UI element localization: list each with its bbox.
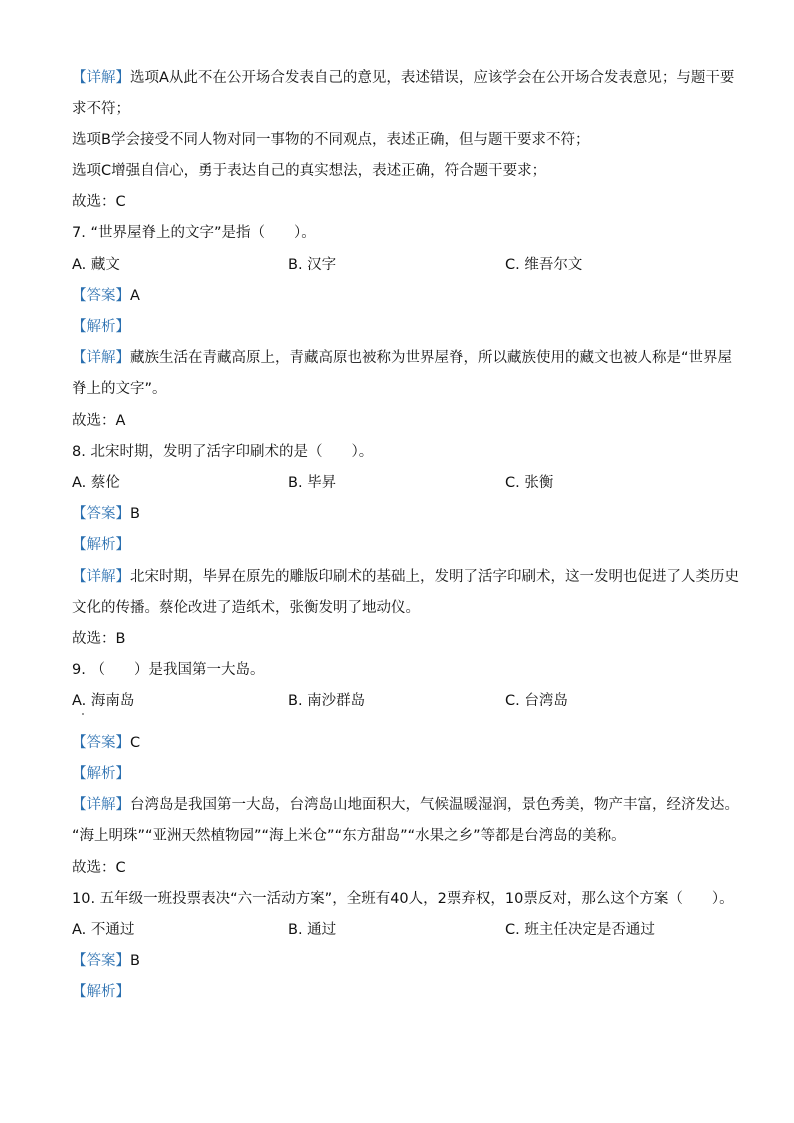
answer-value: C	[130, 735, 141, 751]
detail-text: 台湾岛是我国第一大岛，台湾岛山地面积大，气候温暖湿润，景色秀美，物产丰富，经济发达。	[130, 797, 739, 813]
q6-detail-line-1	[72, 68, 735, 88]
detail-text: 选项A从此不在公开场合发表自己的意见，表述错误，应该学会在公开场合发表意见；与题干要	[130, 70, 735, 86]
q9-analysis-tag: 【解析】	[72, 766, 130, 782]
q9-option-a: A. 海南岛	[72, 693, 135, 709]
answer-value: A	[130, 288, 140, 304]
q10-option-c: C. 班主任决定是否通过	[505, 922, 655, 938]
q8-option-a: A. 蔡伦	[72, 475, 120, 491]
q6-detail-line-2: 求不符；	[72, 101, 130, 117]
q6-detail-option-c: 选项C增强自信心，勇于表达自己的真实想法，表述正确，符合题干要求；	[72, 163, 547, 179]
q10-answer	[72, 951, 722, 971]
detail-text: 藏族生活在青藏高原上，青藏高原也被称为世界屋脊，所以藏族使用的藏文也被人称是“世界屋	[130, 350, 733, 366]
q8-detail-line-2: 文化的传播。蔡伦改进了造纸术，张衡发明了地动仪。	[72, 600, 420, 616]
q9-option-b: B. 南沙群岛	[288, 693, 366, 709]
q10-stem: 10. 五年级一班投票表决“六一活动方案”，全班有40人，2票弃权，10票反对，那么这个方案（ ）。	[72, 891, 734, 907]
q9-detail-line-1	[72, 795, 739, 815]
stray-dot-mark	[82, 713, 84, 715]
q7-option-a: A. 藏文	[72, 257, 120, 273]
answer-value: B	[130, 506, 140, 522]
detail-tag: 【详解】	[72, 70, 130, 86]
q9-option-c: C. 台湾岛	[505, 693, 568, 709]
q7-answer	[72, 286, 722, 306]
q10-option-a: A. 不通过	[72, 922, 135, 938]
q6-detail-option-b: 选项B学会接受不同人物对同一事物的不同观点，表述正确，但与题干要求不符；	[72, 132, 590, 148]
detail-text: 北宋时期，毕昇在原先的雕版印刷术的基础上，发明了活字印刷术，这一发明也促进了人类历史	[130, 569, 739, 585]
q7-detail-line-2: 脊上的文字”。	[72, 381, 167, 397]
q8-detail-line-1	[72, 567, 739, 587]
q8-analysis-tag: 【解析】	[72, 537, 130, 553]
q6-choice: 故选：C	[72, 194, 126, 210]
answer-tag: 【答案】	[72, 735, 130, 751]
q9-choice: 故选：C	[72, 860, 126, 876]
answer-tag: 【答案】	[72, 953, 130, 969]
answer-tag: 【答案】	[72, 506, 130, 522]
q7-detail-line-1	[72, 348, 733, 368]
detail-tag: 【详解】	[72, 797, 130, 813]
q8-option-b: B. 毕昇	[288, 475, 337, 491]
q8-choice: 故选：B	[72, 631, 126, 647]
q7-stem: 7. “世界屋脊上的文字”是指（ ）。	[72, 225, 316, 241]
answer-tag: 【答案】	[72, 288, 130, 304]
q8-stem: 8. 北宋时期，发明了活字印刷术的是（ ）。	[72, 444, 374, 460]
q7-option-c: C. 维吾尔文	[505, 257, 583, 273]
q8-option-c: C. 张衡	[505, 475, 554, 491]
q9-stem: 9. （ ）是我国第一大岛。	[72, 662, 265, 678]
q10-analysis-tag: 【解析】	[72, 984, 130, 1000]
q7-choice: 故选：A	[72, 413, 126, 429]
q9-detail-line-2: “海上明珠”“亚洲天然植物园”“海上米仓”“东方甜岛”“水果之乡”等都是台湾岛的美称。	[72, 828, 626, 844]
q9-answer	[72, 733, 722, 753]
q7-option-b: B. 汉字	[288, 257, 337, 273]
answer-value: B	[130, 953, 140, 969]
q10-option-b: B. 通过	[288, 922, 337, 938]
detail-tag: 【详解】	[72, 569, 130, 585]
detail-tag: 【详解】	[72, 350, 130, 366]
q8-answer	[72, 504, 722, 524]
q7-analysis-tag: 【解析】	[72, 319, 130, 335]
